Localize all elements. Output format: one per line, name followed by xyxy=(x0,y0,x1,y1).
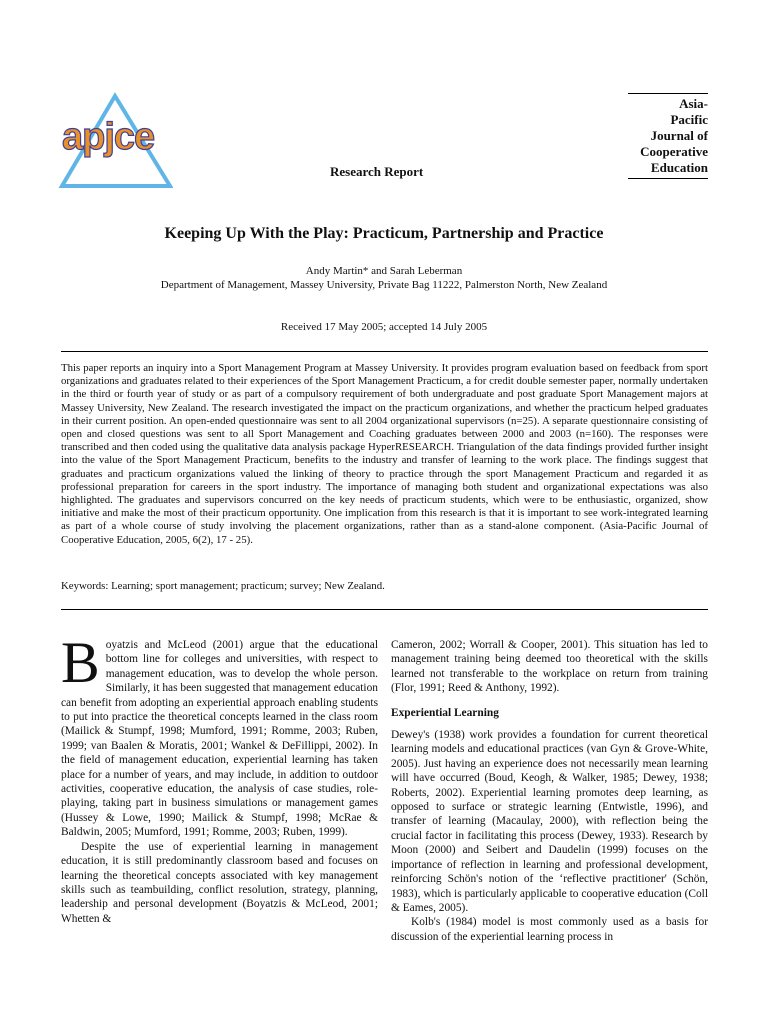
affiliation: Department of Management, Massey University, Private Bag 11222, Palmerston North, New Zealand xyxy=(160,279,608,291)
logo-wordmark: apjce xyxy=(62,116,155,158)
body-column-right xyxy=(391,638,708,944)
journal-name xyxy=(628,93,708,179)
drop-cap: B xyxy=(61,630,100,695)
body-column-left xyxy=(61,630,378,926)
divider-top xyxy=(61,351,708,352)
journal-name-line: Journal of xyxy=(650,128,708,143)
report-type: Research Report xyxy=(330,164,424,179)
journal-name-line: Education xyxy=(650,160,708,175)
paragraph xyxy=(61,630,378,840)
paragraph: Cameron, 2002; Worrall & Cooper, 2001). This situation has led to management training being deemed too theoretical with the skills learned not transferable to the workplace on return from training (Flor, 1991; Reed & Anthony, 1992). xyxy=(391,639,708,695)
journal-name-line: Pacific xyxy=(670,112,708,127)
keywords: Keywords: Learning; sport management; practicum; survey; New Zealand. xyxy=(61,580,385,592)
article-title: Keeping Up With the Play: Practicum, Partnership and Practice xyxy=(164,225,604,242)
section-heading: Experiential Learning xyxy=(391,706,499,719)
abstract: This paper reports an inquiry into a Sport Management Program at Massey University. It provides program evaluation based on feedback from sport organizations and graduates related to their experiences of the Sport Management Practicum, a for credit double semester paper, normally undertaken in the third or fourth year of study or as part of a compulsory requirement of both undergraduate and post graduate Sport Management majors at Massey University, New Zealand. The research investigated the impact on the practicum organizations, and whether the practicum helped graduates in their current position. An open-ended questionnaire was sent to all 2004 organizational supervisors (n=25). A separate questionnaire consisting of open and closed questions was sent to all Sport Management and Coaching graduates between 2000 and 2003 (n=160). The responses were transcribed and then coded using the qualitative data analysis package HyperRESEARCH. Triangulation of the data findings provided further insight into the value of the Sport Management Practicum, benefits to the industry and transfer of learning to the work place. The findings suggest that graduates and practicum organizations valued the linking of theory to practice through the sport Management Practicum and regarded it as professional preparation for careers in the sport industry. The importance of managing both student and organizational expectations was also highlighted. The graduates and supervisors concurred on the key needs of practicum students, which were to be enthusiastic, organized, show initiative and make the most of their practicum opportunity. One implication from this research is that it is important to see work-integrated learning as part of a whole course of study involving the placement organizations, rather than as a stand-alone component. (Asia-Pacific Journal of Cooperative Education, 2005, 6(2), 17 - 25). xyxy=(61,362,708,546)
paragraph-text: oyatzis and McLeod (2001) argue that the educational bottom line for colleges and universities, with respect to management education, was to develop the whole person. Similarly, it has been suggested that management education can benefit from adopting an experiential approach enabling students to put into practice the theoretical concepts learned in the class room (Mailick & Stumpf, 1998; Mumford, 1991; Romme, 2003; Ruben, 1999; van Baalen & Moratis, 2001; Wankel & DeFillippi, 2002). In the field of management education, experiential learning has taken place for a number of years, and may include, in addition to outdoor activities, cooperative education, the analysis of case studies, role-playing, taking part in business simulations or management games (Hussey & Lowe, 1990; Mailick & Stumpf, 1998; McRae & Baldwin, 2005; Mumford, 1991; Romme, 2003; Ruben, 1999). xyxy=(61,639,378,839)
divider-bottom xyxy=(61,609,708,610)
paragraph: Despite the use of experiential learning in management education, it is still predominantly classroom based and focuses on learning the theoretical concepts associated with key management skills such as teambuilding, conflict resolution, strategy, planning, leadership and personal development (Boyatzis & McLeod, 2001; Whetten & xyxy=(61,840,378,925)
journal-name-line: Asia- xyxy=(679,96,708,111)
received-date: Received 17 May 2005; accepted 14 July 2005 xyxy=(280,321,488,333)
authors: Andy Martin* and Sarah Leberman xyxy=(305,265,463,277)
paragraph: Kolb's (1984) model is most commonly used as a basis for discussion of the experiential learning process in xyxy=(391,916,708,943)
paragraph: Dewey's (1938) work provides a foundation for current theoretical learning models and educational practices (van Gyn & Grove-White, 2005). Just having an experience does not necessarily mean learning will have occurred (Boud, Keogh, & Walker, 1985; Dewey, 1938; Roberts, 2002). Experiential learning promotes deep learning, as opposed to surface or strategic learning (Entwistle, 1996), and transfer of learning (Macaulay, 2000), with reflection being the crucial factor in facilitating this process (Dewey, 1933). Research by Moon (2000) and Seibert and Daudelin (1999) focuses on the importance of reflection in learning and professional development, reinforcing Schön's notion of the ‘reflective practitioner' (Schön, 1983), which is particularly applicable to cooperative education (Coll & Eames, 2005). xyxy=(391,729,708,914)
journal-name-line: Cooperative xyxy=(640,144,708,159)
